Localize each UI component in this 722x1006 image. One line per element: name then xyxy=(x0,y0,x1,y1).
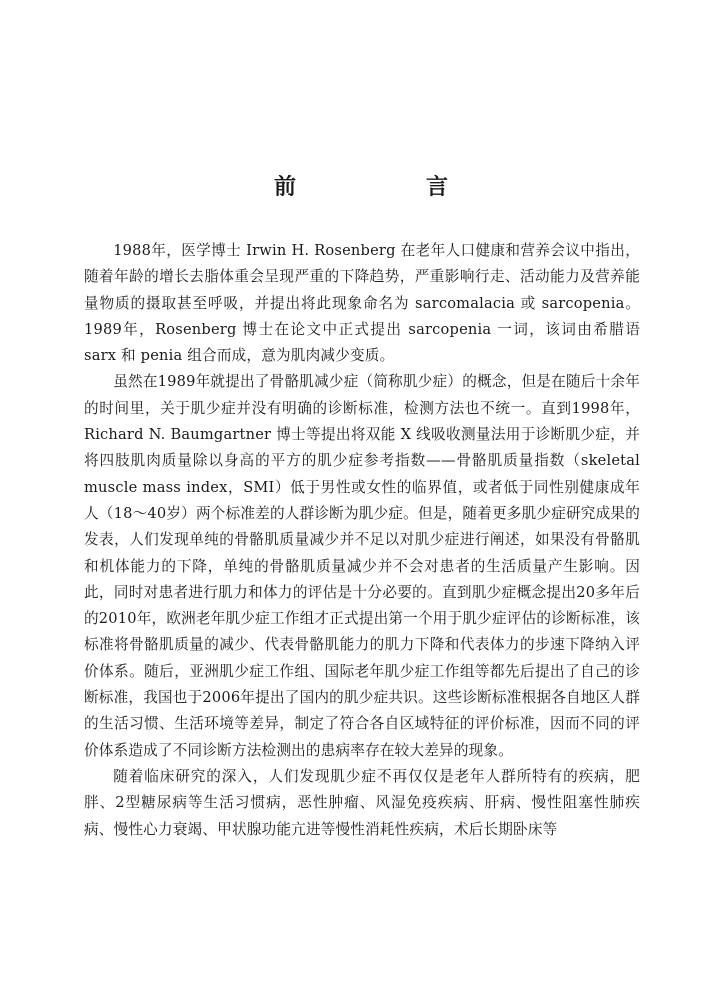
body-text xyxy=(84,238,640,843)
page-title: 前 言 xyxy=(273,174,502,200)
paragraph-1: 1988年，医学博士 Irwin H. Rosenberg 在老年人口健康和营养会议中指出，随着年龄的增长去脂体重会呈现严重的下降趋势，严重影响行走、活动能力及营养能量物质的摄取甚至呼吸，并提出将此现象命名为 sarcomalacia 或 sarcopenia。1989年，Rosenberg 博士在论文中正式提出 sarcopenia 一词，该词由希腊语 sarx 和 penia 组合而成，意为肌肉减少变质。 xyxy=(84,242,640,365)
paragraph-3: 随着临床研究的深入，人们发现肌少症不再仅仅是老年人群所特有的疾病，肥胖、2型糖尿病等生活习惯病，恶性肿瘤、风湿免疫疾病、肝病、慢性阻塞性肺疾病、慢性心力衰竭、甲状腺功能亢进等慢性消耗性疾病，术后长期卧床等 xyxy=(84,767,640,838)
paragraph-2: 虽然在1989年就提出了骨骼肌减少症（简称肌少症）的概念，但是在随后十余年的时间里，关于肌少症并没有明确的诊断标准，检测方法也不统一。直到1998年，Richard N. Baumgartner 博士等提出将双能 X 线吸收测量法用于诊断肌少症，并将四肢肌肉质量除以身高的平方的肌少症参考指数——骨骼肌质量指数（skeletal muscle mass index，SMI）低于男性或女性的临界值，或者低于同性别健康成年人（18～40岁）两个标准差的人群诊断为肌少症。但是，随着更多肌少症研究成果的发表，人们发现单纯的骨骼肌质量减少并不足以对肌少症进行阐述，如果没有骨骼肌和机体能力的下降，单纯的骨骼肌质量减少并不会对患者的生活质量产生影响。因此，同时对患者进行肌力和体力的评估是十分必要的。直到肌少症概念提出20多年后的2010年，欧洲老年肌少症工作组才正式提出第一个用于肌少症评估的诊断标准，该标准将骨骼肌质量的减少、代表骨骼肌能力的肌力下降和代表体力的步速下降纳入评价体系。随后，亚洲肌少症工作组、国际老年肌少症工作组等都先后提出了自己的诊断标准，我国也于2006年提出了国内的肌少症共识。这些诊断标准根据各自地区人群的生活习惯、生活环境等差异，制定了符合各自区域特征的评价标准，因而不同的评价体系造成了不同诊断方法检测出的患病率存在较大差异的现象。 xyxy=(84,373,640,759)
